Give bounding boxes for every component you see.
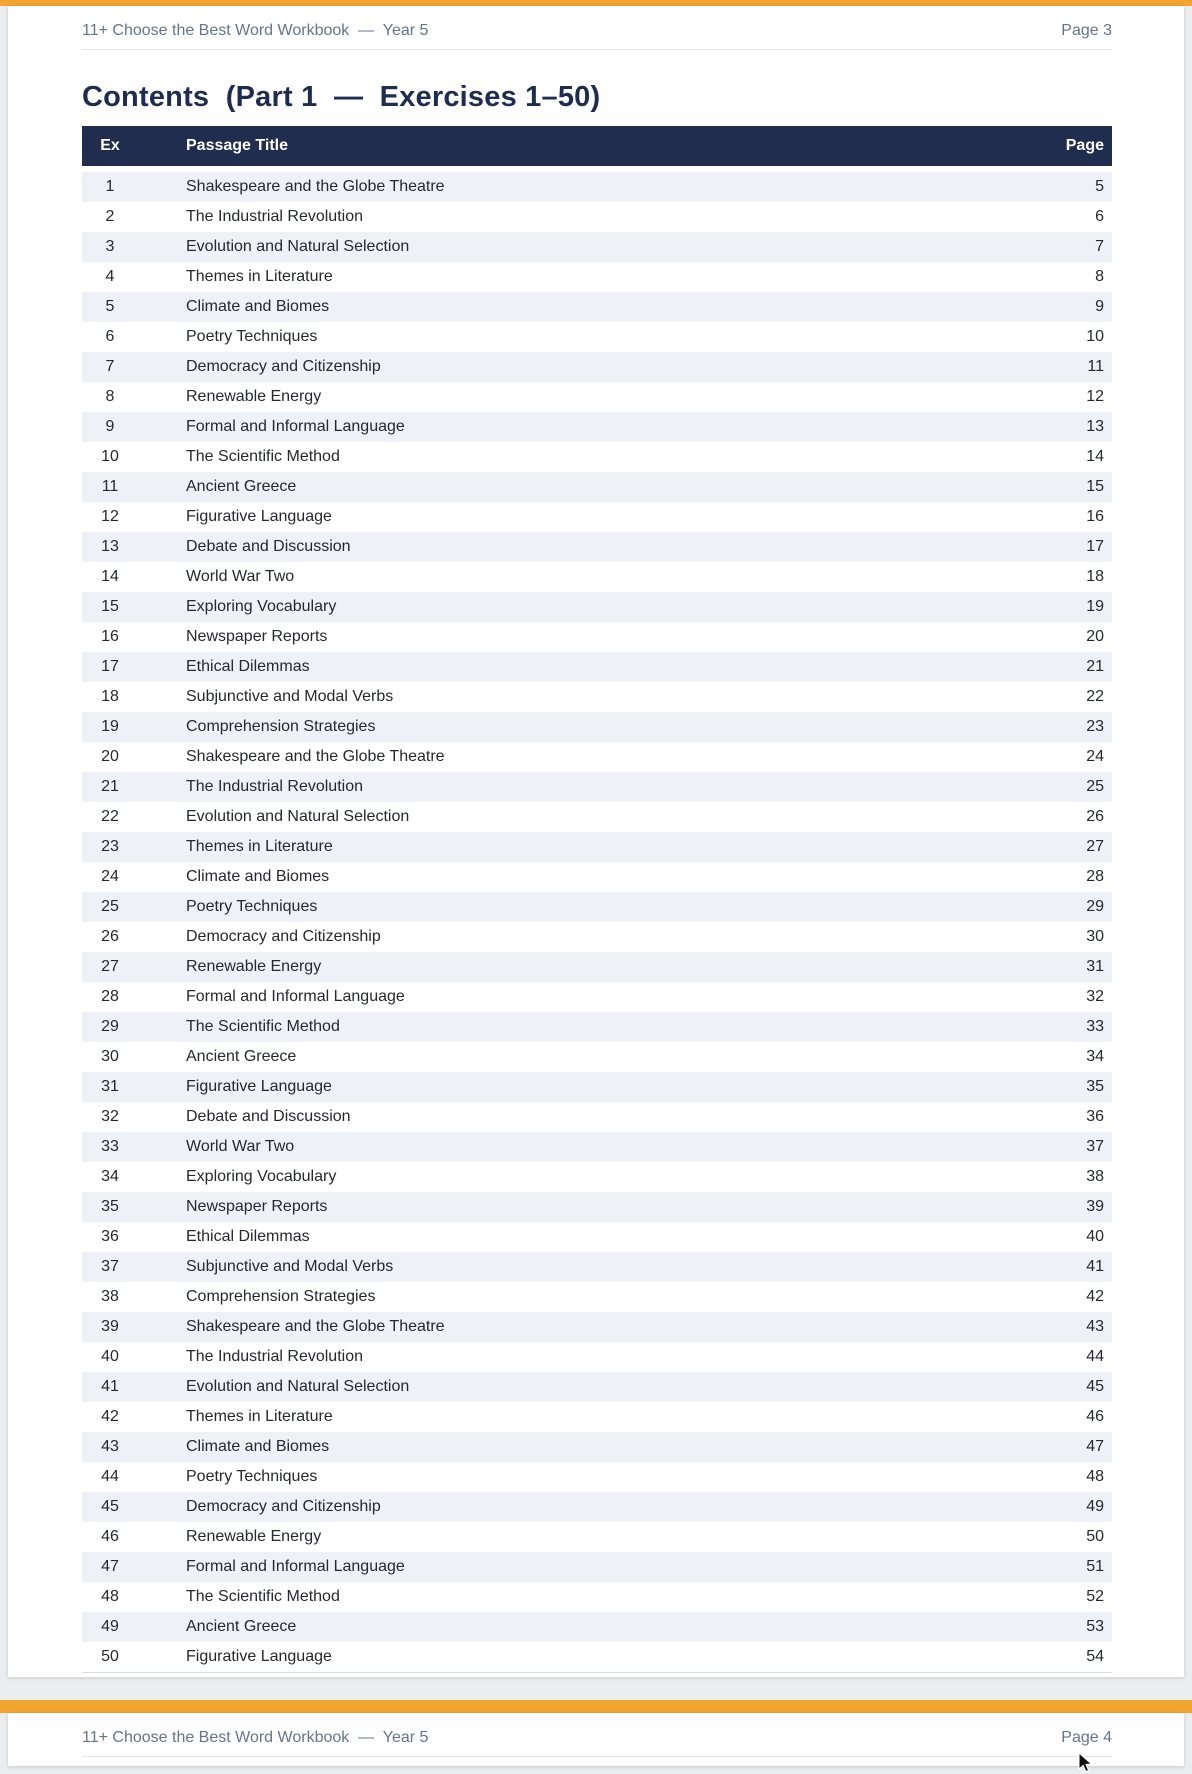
table-row <box>82 1192 1112 1222</box>
row-exercise-number: 21 <box>101 778 119 795</box>
row-passage-title: Democracy and Citizenship <box>186 358 381 375</box>
row-page-number: 26 <box>1086 808 1104 825</box>
row-passage-title: Formal and Informal Language <box>186 988 405 1005</box>
table-row <box>82 622 1112 652</box>
row-page-number: 13 <box>1086 418 1104 435</box>
table-row <box>82 1612 1112 1642</box>
row-page-number: 23 <box>1086 718 1104 735</box>
row-page-number: 37 <box>1086 1138 1104 1155</box>
row-passage-title: Figurative Language <box>186 1648 332 1665</box>
table-row <box>82 1012 1112 1042</box>
row-exercise-number: 27 <box>101 958 119 975</box>
table-row <box>82 952 1112 982</box>
row-passage-title: Ancient Greece <box>186 1618 297 1635</box>
table-row <box>82 982 1112 1012</box>
row-page-number: 30 <box>1086 928 1104 945</box>
row-passage-title: The Scientific Method <box>186 1018 340 1035</box>
table-row <box>82 562 1112 592</box>
table-row <box>82 1462 1112 1492</box>
row-exercise-number: 3 <box>105 238 115 255</box>
row-passage-title: Evolution and Natural Selection <box>186 238 410 255</box>
table-row <box>82 1282 1112 1312</box>
table-row <box>82 862 1112 892</box>
table-row <box>82 682 1112 712</box>
row-exercise-number: 37 <box>101 1258 119 1275</box>
contents-heading: Contents (Part 1 — Exercises 1–50) <box>82 81 601 113</box>
table-row <box>82 1492 1112 1522</box>
row-page-number: 46 <box>1086 1408 1104 1425</box>
row-exercise-number: 41 <box>101 1378 119 1395</box>
row-exercise-number: 33 <box>101 1138 119 1155</box>
row-page-number: 22 <box>1086 688 1104 705</box>
row-exercise-number: 1 <box>105 178 115 195</box>
page3-running-header <box>82 6 1112 50</box>
column-header-ex: Ex <box>100 137 120 154</box>
row-exercise-number: 30 <box>101 1048 119 1065</box>
row-passage-title: Comprehension Strategies <box>186 1288 376 1305</box>
row-page-number: 51 <box>1086 1558 1104 1575</box>
row-passage-title: Debate and Discussion <box>186 538 351 555</box>
row-exercise-number: 49 <box>101 1618 119 1635</box>
row-passage-title: The Industrial Revolution <box>186 778 363 795</box>
row-page-number: 8 <box>1095 268 1104 285</box>
row-page-number: 19 <box>1086 598 1104 615</box>
row-page-number: 34 <box>1086 1048 1104 1065</box>
row-page-number: 16 <box>1086 508 1104 525</box>
table-row <box>82 1342 1112 1372</box>
row-passage-title: Climate and Biomes <box>186 1438 330 1455</box>
row-passage-title: Debate and Discussion <box>186 1108 351 1125</box>
row-passage-title: Renewable Energy <box>186 958 322 975</box>
table-row <box>82 712 1112 742</box>
row-page-number: 35 <box>1086 1078 1104 1095</box>
row-page-number: 47 <box>1086 1438 1104 1455</box>
row-passage-title: Newspaper Reports <box>186 628 328 645</box>
row-page-number: 28 <box>1086 868 1104 885</box>
row-passage-title: Exploring Vocabulary <box>186 1168 337 1185</box>
table-row <box>82 1522 1112 1552</box>
row-passage-title: Subjunctive and Modal Verbs <box>186 688 394 705</box>
row-exercise-number: 38 <box>101 1288 119 1305</box>
row-passage-title: Shakespeare and the Globe Theatre <box>186 748 445 765</box>
row-page-number: 5 <box>1095 178 1104 195</box>
row-passage-title: Themes in Literature <box>186 268 333 285</box>
table-row <box>82 1582 1112 1612</box>
row-passage-title: Renewable Energy <box>186 1528 322 1545</box>
row-passage-title: Shakespeare and the Globe Theatre <box>186 178 445 195</box>
row-page-number: 44 <box>1086 1348 1104 1365</box>
row-passage-title: Newspaper Reports <box>186 1198 328 1215</box>
row-page-number: 21 <box>1086 658 1104 675</box>
row-exercise-number: 40 <box>101 1348 119 1365</box>
table-row <box>82 1642 1112 1672</box>
row-page-number: 15 <box>1086 478 1104 495</box>
row-exercise-number: 16 <box>101 628 119 645</box>
row-exercise-number: 46 <box>101 1528 119 1545</box>
row-passage-title: The Scientific Method <box>186 448 340 465</box>
row-passage-title: Comprehension Strategies <box>186 718 376 735</box>
row-exercise-number: 43 <box>101 1438 119 1455</box>
row-exercise-number: 26 <box>101 928 119 945</box>
page4-running-header-page-number: Page 4 <box>1061 1729 1112 1746</box>
row-passage-title: Ethical Dilemmas <box>186 1228 310 1245</box>
table-row <box>82 742 1112 772</box>
table-row <box>82 1102 1112 1132</box>
row-exercise-number: 20 <box>101 748 119 765</box>
page4-top-accent-bar <box>0 1700 1192 1713</box>
row-exercise-number: 13 <box>101 538 119 555</box>
row-exercise-number: 6 <box>105 328 115 345</box>
row-passage-title: Democracy and Citizenship <box>186 1498 381 1515</box>
row-exercise-number: 8 <box>105 388 115 405</box>
row-exercise-number: 25 <box>101 898 119 915</box>
row-page-number: 14 <box>1086 448 1104 465</box>
table-row <box>82 1222 1112 1252</box>
row-exercise-number: 34 <box>101 1168 119 1185</box>
row-passage-title: Ancient Greece <box>186 478 297 495</box>
row-passage-title: Poetry Techniques <box>186 1468 318 1485</box>
table-row <box>82 1132 1112 1162</box>
row-exercise-number: 47 <box>101 1558 119 1575</box>
page-separator-gap <box>0 1677 1192 1700</box>
row-page-number: 9 <box>1095 298 1104 315</box>
row-page-number: 25 <box>1086 778 1104 795</box>
row-exercise-number: 28 <box>101 988 119 1005</box>
row-page-number: 29 <box>1086 898 1104 915</box>
table-row <box>82 1042 1112 1072</box>
table-row <box>82 292 1112 322</box>
row-exercise-number: 19 <box>101 718 119 735</box>
row-passage-title: Figurative Language <box>186 508 332 525</box>
table-row <box>82 232 1112 262</box>
table-row <box>82 352 1112 382</box>
table-header-row <box>82 126 1112 166</box>
row-exercise-number: 2 <box>105 208 115 225</box>
row-exercise-number: 22 <box>101 808 119 825</box>
row-page-number: 42 <box>1086 1288 1104 1305</box>
row-exercise-number: 9 <box>105 418 115 435</box>
row-page-number: 49 <box>1086 1498 1104 1515</box>
table-row <box>82 1312 1112 1342</box>
table-row <box>82 1552 1112 1582</box>
row-passage-title: Climate and Biomes <box>186 868 330 885</box>
row-passage-title: Democracy and Citizenship <box>186 928 381 945</box>
row-page-number: 20 <box>1086 628 1104 645</box>
row-exercise-number: 10 <box>101 448 119 465</box>
table-row <box>82 442 1112 472</box>
table-row <box>82 472 1112 502</box>
row-page-number: 33 <box>1086 1018 1104 1035</box>
row-passage-title: Climate and Biomes <box>186 298 330 315</box>
row-passage-title: Poetry Techniques <box>186 328 318 345</box>
row-passage-title: Evolution and Natural Selection <box>186 808 410 825</box>
row-page-number: 31 <box>1086 958 1104 975</box>
page3-running-header-page-number: Page 3 <box>1061 22 1112 39</box>
table-body <box>82 172 1112 1673</box>
table-row <box>82 772 1112 802</box>
page-4 <box>8 1713 1184 1766</box>
row-page-number: 18 <box>1086 568 1104 585</box>
table-row <box>82 1402 1112 1432</box>
contents-table <box>82 126 1112 1673</box>
row-passage-title: Ancient Greece <box>186 1048 297 1065</box>
row-passage-title: Shakespeare and the Globe Theatre <box>186 1318 445 1335</box>
row-page-number: 45 <box>1086 1378 1104 1395</box>
row-passage-title: World War Two <box>186 568 295 585</box>
row-page-number: 12 <box>1086 388 1104 405</box>
row-passage-title: The Scientific Method <box>186 1588 340 1605</box>
row-passage-title: Ethical Dilemmas <box>186 658 310 675</box>
row-exercise-number: 18 <box>101 688 119 705</box>
row-exercise-number: 32 <box>101 1108 119 1125</box>
row-exercise-number: 48 <box>101 1588 119 1605</box>
row-exercise-number: 39 <box>101 1318 119 1335</box>
table-row <box>82 892 1112 922</box>
table-row <box>82 592 1112 622</box>
row-passage-title: Renewable Energy <box>186 388 322 405</box>
row-passage-title: World War Two <box>186 1138 295 1155</box>
row-exercise-number: 29 <box>101 1018 119 1035</box>
row-passage-title: Themes in Literature <box>186 1408 333 1425</box>
row-exercise-number: 24 <box>101 868 119 885</box>
row-page-number: 36 <box>1086 1108 1104 1125</box>
page3-running-header-title: 11+ Choose the Best Word Workbook — Year 5 <box>82 22 429 39</box>
table-row <box>82 1162 1112 1192</box>
table-row <box>82 502 1112 532</box>
row-exercise-number: 4 <box>105 268 115 285</box>
row-page-number: 54 <box>1086 1648 1104 1665</box>
page4-running-header <box>82 1713 1112 1757</box>
row-exercise-number: 17 <box>101 658 119 675</box>
table-row <box>82 382 1112 412</box>
table-row <box>82 1432 1112 1462</box>
row-exercise-number: 42 <box>101 1408 119 1425</box>
row-passage-title: Themes in Literature <box>186 838 333 855</box>
page-3 <box>8 6 1184 1677</box>
table-row <box>82 412 1112 442</box>
table-row <box>82 1372 1112 1402</box>
table-row <box>82 1072 1112 1102</box>
table-row <box>82 262 1112 292</box>
row-passage-title: Subjunctive and Modal Verbs <box>186 1258 394 1275</box>
row-page-number: 48 <box>1086 1468 1104 1485</box>
row-passage-title: Exploring Vocabulary <box>186 598 337 615</box>
row-page-number: 24 <box>1086 748 1104 765</box>
row-page-number: 40 <box>1086 1228 1104 1245</box>
row-page-number: 50 <box>1086 1528 1104 1545</box>
row-passage-title: Poetry Techniques <box>186 898 318 915</box>
row-page-number: 53 <box>1086 1618 1104 1635</box>
row-page-number: 6 <box>1095 208 1104 225</box>
row-page-number: 41 <box>1086 1258 1104 1275</box>
column-header-passage-title: Passage Title <box>186 137 288 154</box>
row-exercise-number: 35 <box>101 1198 119 1215</box>
row-exercise-number: 14 <box>101 568 119 585</box>
row-passage-title: The Industrial Revolution <box>186 1348 363 1365</box>
row-page-number: 7 <box>1095 238 1104 255</box>
row-exercise-number: 50 <box>101 1648 119 1665</box>
row-exercise-number: 5 <box>105 298 115 315</box>
table-row <box>82 202 1112 232</box>
row-passage-title: Figurative Language <box>186 1078 332 1095</box>
row-page-number: 43 <box>1086 1318 1104 1335</box>
row-passage-title: Formal and Informal Language <box>186 418 405 435</box>
row-exercise-number: 15 <box>101 598 119 615</box>
row-exercise-number: 45 <box>101 1498 119 1515</box>
column-header-page: Page <box>1065 137 1104 154</box>
row-exercise-number: 23 <box>101 838 119 855</box>
row-exercise-number: 11 <box>101 478 119 495</box>
row-page-number: 27 <box>1086 838 1104 855</box>
row-page-number: 39 <box>1086 1198 1104 1215</box>
row-page-number: 11 <box>1087 358 1104 375</box>
row-passage-title: Formal and Informal Language <box>186 1558 405 1575</box>
row-exercise-number: 36 <box>101 1228 119 1245</box>
row-exercise-number: 7 <box>105 358 115 375</box>
table-row <box>82 532 1112 562</box>
table-row <box>82 322 1112 352</box>
row-exercise-number: 12 <box>101 508 119 525</box>
row-page-number: 10 <box>1086 328 1104 345</box>
table-row <box>82 802 1112 832</box>
row-page-number: 32 <box>1086 988 1104 1005</box>
row-passage-title: Evolution and Natural Selection <box>186 1378 410 1395</box>
row-passage-title: The Industrial Revolution <box>186 208 363 225</box>
row-exercise-number: 44 <box>101 1468 119 1485</box>
table-row <box>82 922 1112 952</box>
row-exercise-number: 31 <box>101 1078 119 1095</box>
table-row <box>82 652 1112 682</box>
page4-running-header-title: 11+ Choose the Best Word Workbook — Year 5 <box>82 1729 429 1746</box>
table-row <box>82 172 1112 202</box>
table-row <box>82 1252 1112 1282</box>
row-page-number: 38 <box>1086 1168 1104 1185</box>
row-page-number: 52 <box>1086 1588 1104 1605</box>
table-row <box>82 832 1112 862</box>
row-page-number: 17 <box>1086 538 1104 555</box>
